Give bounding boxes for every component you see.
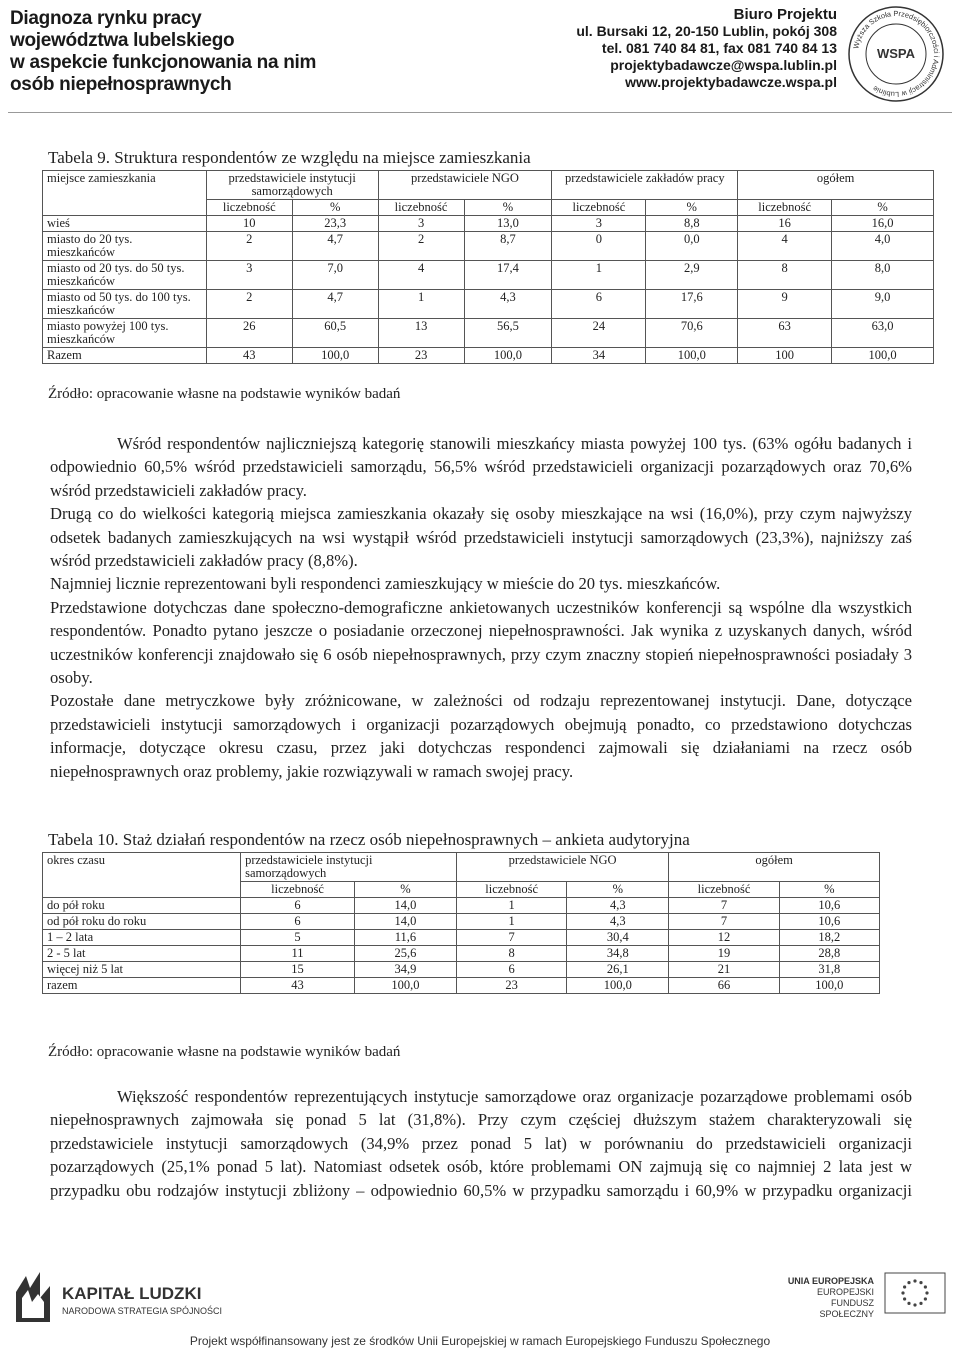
subheader-cell: liczebność <box>241 882 355 898</box>
value-cell: 66 <box>669 978 779 994</box>
row-label-cell: 2 - 5 lat <box>43 946 241 962</box>
office-website[interactable]: www.projektybadawcze.wspa.pl <box>625 74 837 90</box>
value-cell: 15 <box>241 962 355 978</box>
value-cell: 16 <box>738 216 832 232</box>
value-cell: 6 <box>552 290 646 319</box>
value-cell: 8 <box>456 946 566 962</box>
header-cell: miejsce zamieszkania <box>43 171 207 216</box>
value-cell: 23,3 <box>292 216 378 232</box>
value-cell: 12 <box>669 930 779 946</box>
value-cell: 100,0 <box>567 978 669 994</box>
row-label-cell: do pół roku <box>43 898 241 914</box>
subheader-cell: % <box>354 882 456 898</box>
table-row <box>43 216 934 232</box>
table-row <box>43 946 880 962</box>
value-cell: 11 <box>241 946 355 962</box>
header-cell: przedstawiciele instytucji samorządowych <box>206 171 378 200</box>
table-header-row <box>43 853 880 882</box>
value-cell: 4,0 <box>832 232 934 261</box>
table-header-row <box>43 171 934 200</box>
value-cell: 34 <box>552 348 646 364</box>
value-cell: 70,6 <box>646 319 738 348</box>
value-cell: 100 <box>738 348 832 364</box>
office-name: Biuro Projektu <box>733 6 837 23</box>
value-cell: 13,0 <box>464 216 552 232</box>
value-cell: 2 <box>206 290 292 319</box>
table-row <box>43 319 934 348</box>
value-cell: 0 <box>552 232 646 261</box>
value-cell: 1 <box>378 290 464 319</box>
row-label-cell: miasto powyżej 100 tys. mieszkańców <box>43 319 207 348</box>
value-cell: 8,7 <box>464 232 552 261</box>
value-cell: 25,6 <box>354 946 456 962</box>
subheader-cell: liczebność <box>456 882 566 898</box>
subheader-cell: % <box>567 882 669 898</box>
subheader-cell: % <box>292 200 378 216</box>
value-cell: 43 <box>206 348 292 364</box>
value-cell: 100,0 <box>832 348 934 364</box>
funding-note: Projekt współfinansowany jest ze środków Unii Europejskiej w ramach Europejskiego Funduszu Społecznego <box>189 1334 771 1348</box>
value-cell: 100,0 <box>646 348 738 364</box>
value-cell: 8 <box>738 261 832 290</box>
header-cell: przedstawiciele zakładów pracy <box>552 171 738 200</box>
svg-text:Wyższa Szkoła Przedsiębiorczoś: Wyższa Szkoła Przedsiębiorczości i Administracji w Lublinie <box>851 8 942 100</box>
value-cell: 100,0 <box>464 348 552 364</box>
eu-star-icon <box>903 1285 906 1288</box>
kl-title: KAPITAŁ LUDZKI <box>62 1284 202 1303</box>
eu-line: FUNDUSZ SPOŁECZNY <box>819 1298 874 1319</box>
value-cell: 16,0 <box>832 216 934 232</box>
subheader-cell: % <box>646 200 738 216</box>
body-text-1 <box>50 432 912 783</box>
header-cell: ogółem <box>669 853 880 882</box>
value-cell: 23 <box>456 978 566 994</box>
subheader-cell: liczebność <box>738 200 832 216</box>
value-cell: 0,0 <box>646 232 738 261</box>
value-cell: 4,3 <box>464 290 552 319</box>
value-cell: 31,8 <box>779 962 879 978</box>
value-cell: 21 <box>669 962 779 978</box>
eu-star-icon <box>901 1291 904 1294</box>
eu-star-icon <box>919 1302 922 1305</box>
office-phone: tel. 081 740 84 81, fax 081 740 84 13 <box>601 40 837 56</box>
row-label-cell: od pół roku do roku <box>43 914 241 930</box>
value-cell: 14,0 <box>354 898 456 914</box>
table-row <box>43 261 934 290</box>
value-cell: 100,0 <box>292 348 378 364</box>
eu-star-icon <box>907 1302 910 1305</box>
title-line: osób niepełnosprawnych <box>10 74 232 95</box>
value-cell: 1 <box>552 261 646 290</box>
value-cell: 1 <box>456 914 566 930</box>
value-cell: 17,4 <box>464 261 552 290</box>
value-cell: 34,8 <box>567 946 669 962</box>
value-cell: 43 <box>241 978 355 994</box>
table-row <box>43 232 934 261</box>
value-cell: 8,0 <box>832 261 934 290</box>
eu-line: EUROPEJSKI <box>816 1287 874 1297</box>
eu-star-icon <box>907 1281 910 1284</box>
value-cell: 10,6 <box>779 914 879 930</box>
value-cell: 6 <box>241 914 355 930</box>
table-row <box>43 898 880 914</box>
eu-star-icon <box>925 1291 928 1294</box>
eu-star-icon <box>903 1297 906 1300</box>
table10 <box>42 852 880 994</box>
subheader-cell: % <box>779 882 879 898</box>
eu-star-icon <box>924 1285 927 1288</box>
value-cell: 9 <box>738 290 832 319</box>
subheader-cell: % <box>832 200 934 216</box>
value-cell: 2 <box>206 232 292 261</box>
kl-subtitle: NARODOWA STRATEGIA SPÓJNOŚCI <box>62 1306 223 1316</box>
subheader-cell: liczebność <box>206 200 292 216</box>
eu-flag-icon <box>884 1272 946 1314</box>
value-cell: 56,5 <box>464 319 552 348</box>
table-row <box>43 962 880 978</box>
table-row <box>43 930 880 946</box>
table9 <box>42 170 934 364</box>
value-cell: 19 <box>669 946 779 962</box>
paragraph: Wśród respondentów najliczniejszą kategorię stanowili mieszkańcy miasta powyżej 100 tys. (63% ogółu badanych i odpowiednio 60,5% wśród przedstawicieli samorządu, 56,5% wśród przedstawicieli organizacji pozarządowych oraz 70,6% wśród przedstawicieli zakładów pracy. <box>50 434 912 500</box>
value-cell: 3 <box>552 216 646 232</box>
value-cell: 14,0 <box>354 914 456 930</box>
header-cell: ogółem <box>738 171 934 200</box>
table9-source: Źródło: opracowanie własne na podstawie wyników badań <box>48 386 401 402</box>
svg-text:WSPA: WSPA <box>876 46 916 61</box>
value-cell: 3 <box>206 261 292 290</box>
eu-star-icon <box>919 1281 922 1284</box>
body-text-2 <box>50 1085 912 1202</box>
value-cell: 4 <box>378 261 464 290</box>
value-cell: 13 <box>378 319 464 348</box>
table-row <box>43 914 880 930</box>
table9-caption: Tabela 9. Struktura respondentów ze względu na miejsce zamieszkania <box>48 148 531 167</box>
value-cell: 24 <box>552 319 646 348</box>
title-line: w aspekcie funkcjonowania na nim <box>10 52 317 73</box>
table-row <box>43 290 934 319</box>
table10-caption: Tabela 10. Staż działań respondentów na rzecz osób niepełnosprawnych – ankieta audytoryjna <box>48 830 690 849</box>
value-cell: 4,3 <box>567 898 669 914</box>
value-cell: 3 <box>378 216 464 232</box>
row-label-cell: Razem <box>43 348 207 364</box>
value-cell: 9,0 <box>832 290 934 319</box>
header-cell: przedstawiciele instytucji samorządowych <box>241 853 457 882</box>
header-divider <box>8 112 952 113</box>
value-cell: 7 <box>456 930 566 946</box>
value-cell: 10,6 <box>779 898 879 914</box>
paragraph: Większość respondentów reprezentujących instytucje samorządowe oraz organizacje pozarządowe problemami osób niepełnosprawnych zajmowała się ponad 5 lat (31,8%). Przy czym częściej dłuższym stażem charakteryzowali się przedstawiciele instytucji samorządowych (34,9% przez ponad 5 lat) w porównaniu do przedstawicieli organizacji pozarządowych (25,1% ponad 5 lat). Natomiast odsetek osób, które problemami ON zajmują się co najmniej 2 lata jest w przypadku obu rodzajów instytucji zbliżony – odpowiednio 60,5% w przypadku samorządu i 60,9% w przypadku organizacji <box>50 1087 912 1200</box>
value-cell: 18,2 <box>779 930 879 946</box>
table-row <box>43 978 880 994</box>
eu-star-icon <box>924 1297 927 1300</box>
subheader-cell: liczebność <box>669 882 779 898</box>
row-label-cell: miasto od 50 tys. do 100 tys. mieszkańców <box>43 290 207 319</box>
eu-star-icon <box>913 1279 916 1282</box>
value-cell: 7 <box>669 898 779 914</box>
row-label-cell: 1 – 2 lata <box>43 930 241 946</box>
paragraph: Pozostałe dane metryczkowe były zróżnicowane, w zależności od rodzaju reprezentowanej instytucji. Dane, dotyczące przedstawicieli instytucji samorządowych i organizacji pozarządowych obejmują ponadto, co przedstawiono dotychczas informacje, dotyczące okresu czasu, przez jaki dotychczas respondenci zajmowali się działaniami na rzecz osób niepełnosprawnych oraz problemy, jakie rozwiązywali w ramach swojej pracy. <box>50 691 912 781</box>
document-title <box>10 8 316 96</box>
value-cell: 7 <box>669 914 779 930</box>
subheader-cell: liczebność <box>552 200 646 216</box>
title-line: Diagnoza rynku pracy <box>10 8 202 29</box>
header-cell: przedstawiciele NGO <box>456 853 668 882</box>
wspa-seal-logo <box>846 4 946 104</box>
kl-emblem-icon <box>10 1268 54 1324</box>
row-label-cell: miasto do 20 tys. mieszkańców <box>43 232 207 261</box>
value-cell: 28,8 <box>779 946 879 962</box>
table-row <box>43 348 934 364</box>
value-cell: 63 <box>738 319 832 348</box>
value-cell: 5 <box>241 930 355 946</box>
value-cell: 10 <box>206 216 292 232</box>
value-cell: 7,0 <box>292 261 378 290</box>
office-address: ul. Bursaki 12, 20-150 Lublin, pokój 308 <box>576 23 837 39</box>
subheader-cell: % <box>464 200 552 216</box>
value-cell: 2,9 <box>646 261 738 290</box>
office-email[interactable]: projektybadawcze@wspa.lublin.pl <box>610 57 837 73</box>
paragraph: Przedstawione dotychczas dane społeczno-demograficzne ankietowanych uczestników konferencji są wspólne dla wszystkich respondentów. Ponadto pytano jeszcze o posiadanie orzeczonej niepełnosprawności. Jak wynika z uzyskanych danych, wśród uczestników konferencji znajdowało się 6 osób niepełnosprawnych, przy czym znaczny stopień niepełnosprawności posiadały 3 osoby. <box>50 597 912 688</box>
value-cell: 63,0 <box>832 319 934 348</box>
row-label-cell: więcej niż 5 lat <box>43 962 241 978</box>
value-cell: 26,1 <box>567 962 669 978</box>
value-cell: 100,0 <box>354 978 456 994</box>
value-cell: 100,0 <box>779 978 879 994</box>
value-cell: 4,7 <box>292 232 378 261</box>
value-cell: 60,5 <box>292 319 378 348</box>
value-cell: 8,8 <box>646 216 738 232</box>
row-label-cell: wieś <box>43 216 207 232</box>
value-cell: 34,9 <box>354 962 456 978</box>
value-cell: 4,7 <box>292 290 378 319</box>
value-cell: 4,3 <box>567 914 669 930</box>
eu-line: UNIA EUROPEJSKA <box>787 1276 874 1286</box>
value-cell: 6 <box>456 962 566 978</box>
table10-source: Źródło: opracowanie własne na podstawie wyników badań <box>48 1044 401 1060</box>
paragraph: Najmniej licznie reprezentowani byli respondenci zamieszkujący w mieście do 20 tys. mieszkańców. <box>50 574 721 594</box>
row-label-cell: razem <box>43 978 241 994</box>
header-cell: okres czasu <box>43 853 241 898</box>
value-cell: 2 <box>378 232 464 261</box>
title-line: województwa lubelskiego <box>10 30 235 51</box>
eu-star-icon <box>913 1303 916 1306</box>
row-label-cell: miasto od 20 tys. do 50 tys. mieszkańców <box>43 261 207 290</box>
value-cell: 11,6 <box>354 930 456 946</box>
value-cell: 26 <box>206 319 292 348</box>
value-cell: 6 <box>241 898 355 914</box>
value-cell: 30,4 <box>567 930 669 946</box>
paragraph: Drugą co do wielkości kategorią miejsca zamieszkania okazały się osoby mieszkające na wsi (16,0%), przy czym najwyższy odsetek badanych zamieszkujących na wsi wystąpił wśród przedstawicieli instytucji samorządowych (23,3%), najniższy zaś wśród przedstawicieli zakładów pracy (8,8%). <box>50 504 912 571</box>
value-cell: 23 <box>378 348 464 364</box>
subheader-cell: liczebność <box>378 200 464 216</box>
value-cell: 4 <box>738 232 832 261</box>
value-cell: 1 <box>456 898 566 914</box>
value-cell: 17,6 <box>646 290 738 319</box>
header-cell: przedstawiciele NGO <box>378 171 552 200</box>
project-office-contact <box>576 6 837 91</box>
